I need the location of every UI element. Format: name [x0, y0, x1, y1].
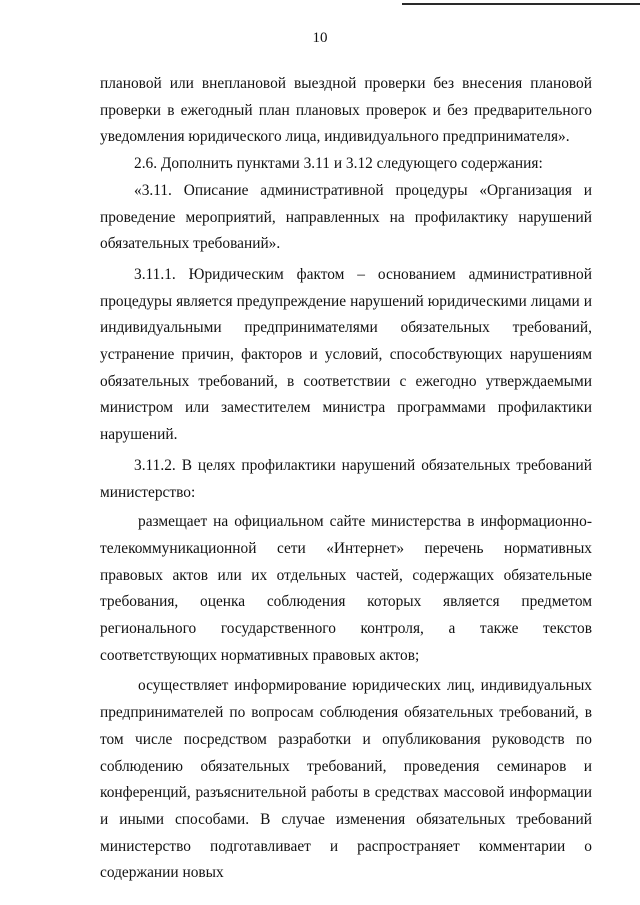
paragraph-continuation: плановой или внеплановой выездной проверки без внесения плановой проверки в ежегодный план плановых проверок и без предварительного уведомления юридического лица, индивидуального предпринимателя».	[100, 75, 592, 146]
paragraph-section-3-11: «3.11. Описание административной процедуры «Организация и проведение мероприятий, направленных на профилактику нарушений обязательных требований».	[100, 181, 592, 253]
scan-edge-line	[402, 3, 640, 5]
paragraph-amendment-2-6: 2.6. Дополнить пунктами 3.11 и 3.12 следующего содержания:	[134, 155, 543, 173]
paragraph-section-3-11-2: 3.11.2. В целях профилактики нарушений обязательных требований министерство:	[100, 456, 592, 501]
paragraph-informing-duty: осуществляет информирование юридических лиц, индивидуальных предпринимателей по вопросам соблюдения обязательных требований, в том числе посредством разработки и опубликования руководств по соблюдению обязательных требований, проведения семинаров и конференций, разъяснительной работы в средствах массовой информации и иными способами. В случае изменения обязательных требований министерство подготавливает и распространяет комментарии о содержании новых	[100, 677, 592, 882]
page-number: 10	[312, 30, 328, 46]
paragraph-section-3-11-1: 3.11.1. Юридическим фактом – основанием административной процедуры является предупреждение нарушений юридическими лицами и индивидуальными предпринимателями обязательных требований, устранение причин, факторов и условий, способствующих нарушениям обязательных требований, в соответствии с ежегодно утверждаемыми министром или заместителем министра программами профилактики нарушений.	[100, 265, 592, 444]
paragraph-publishing-duty: размещает на официальном сайте министерства в информационно-телекоммуникационной сети «Интернет» перечень нормативных правовых актов или их отдельных частей, содержащих обязательные требования, оценка соблюдения которых является предметом регионального государственного контроля, а также текстов соответствующих нормативных правовых актов;	[100, 513, 592, 664]
document-body	[100, 71, 592, 887]
